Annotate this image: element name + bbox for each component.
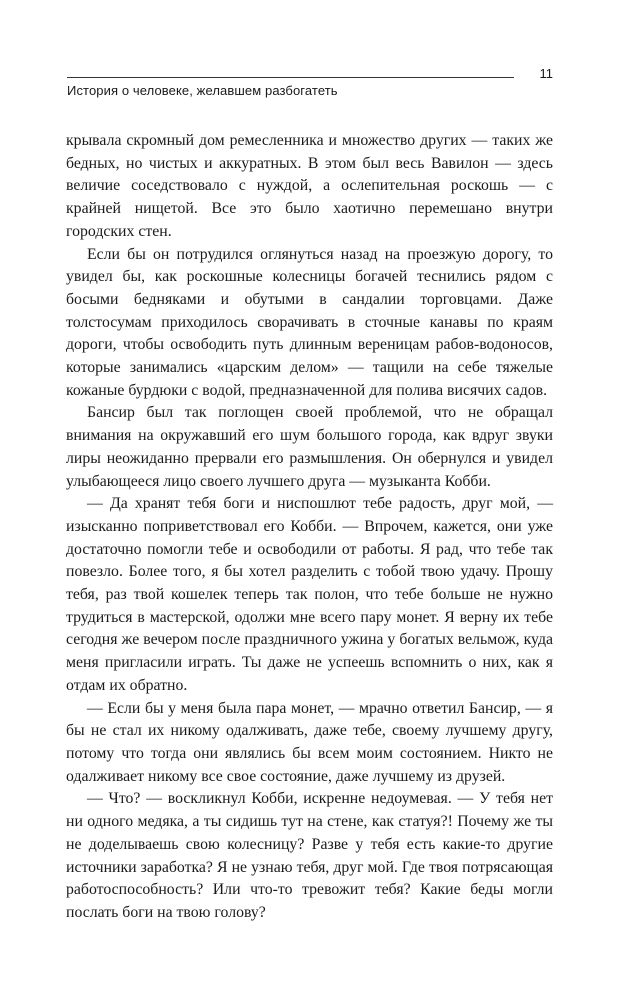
page-number: 11 xyxy=(539,66,553,81)
paragraph: — Да хранят тебя боги и ниспошлют тебе радость, друг мой, — изысканно поприветствовал его Кобби. — Впрочем, кажется, они уже достаточно помогли тебе и освободили от работы. Я рад, что тебе так повезло. Более того, я бы хотел разделить с тобой твою удачу. Прошу тебя, раз твой кошелек теперь так полон, что тебе больше не нужно трудиться в мастерской, одолжи мне всего пару монет. Я верну их тебе сегодня же вечером после праздничного ужина у богатых вельмож, куда меня пригласили играть. Ты даже не успеешь вспомнить о них, как я отдам их обратно. xyxy=(66,495,553,694)
paragraph: крывала скромный дом ремесленника и множество других — таких же бедных, но чистых и аккуратных. В этом был весь Вавилон — здесь величие соседствовало с нуждой, а ослепительная роскошь — с крайней нищетой. Все это было хаотично перемешано внутри городских стен. xyxy=(66,132,553,240)
running-title: История о человеке, желавшем разбогатеть xyxy=(67,83,338,98)
paragraph: Бансир был так поглощен своей проблемой, что не обращал внимания на окружавший его шум большого города, как вдруг звуки лиры неожиданно прервали его размышления. Он обернулся и увидел улыбающееся лицо своего лучшего друга — музыканта Кобби. xyxy=(66,404,553,490)
paragraph: — Если бы у меня была пара монет, — мрачно ответил Бансир, — я бы не стал их никому одалживать, даже тебе, своему лучшему другу, потому что тогда они являлись бы всем моим состоянием. Никто не одалживает никому все свое состояние, даже лучшему из друзей. xyxy=(66,699,553,785)
paragraph: — Что? — воскликнул Кобби, искренне недоумевая. — У тебя нет ни одного медяка, а ты сидишь тут на стене, как статуя?! Почему же ты не доделываешь свою колесницу? Разве у тебя есть какие-то другие источники заработка? Я не узнаю тебя, друг мой. Где твоя потрясающая работоспособность? Или что-то тревожит тебя? Какие беды могли послать боги на твою голову? xyxy=(66,790,553,921)
header-rule xyxy=(67,77,514,78)
paragraph: Если бы он потрудился оглянуться назад на проезжую дорогу, то увидел бы, как роскошные колесницы богачей теснились рядом с босыми бедняками и обутыми в сандалии торговцами. Даже толстосумам приходилось сворачивать в сточные канавы по краям дороги, чтобы освободить путь длинным вереницам рабов-водоносов, которые занимались «царским делом» — тащили на себе тяжелые кожаные бурдюки с водой, предназначенной для полива висячих садов. xyxy=(66,245,553,399)
body-text xyxy=(66,130,553,925)
